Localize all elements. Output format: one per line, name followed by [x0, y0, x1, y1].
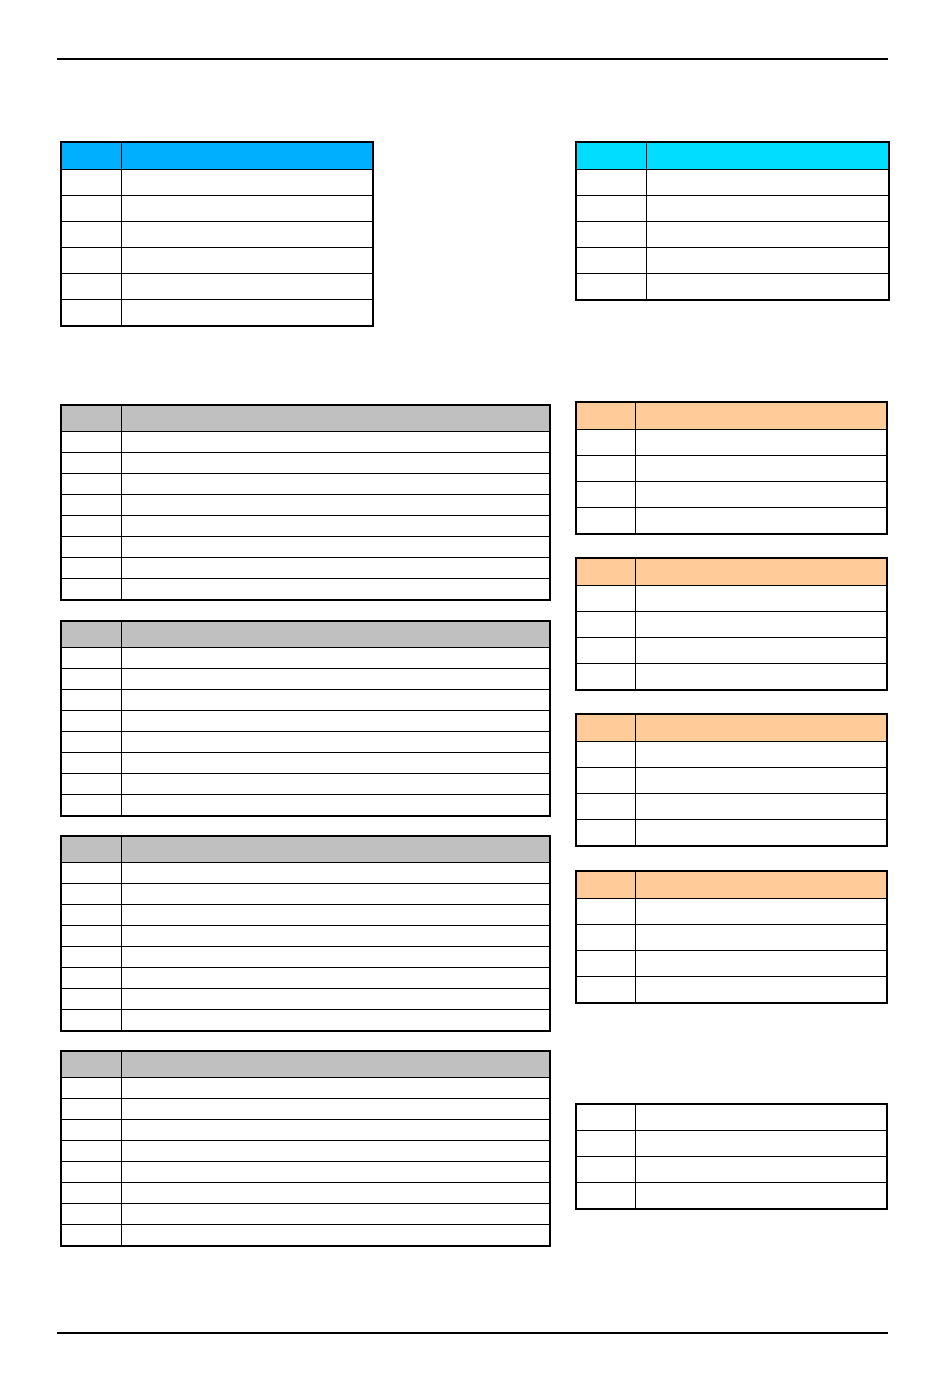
cell-index	[61, 1099, 121, 1120]
cell-index	[576, 274, 646, 301]
cell-content	[121, 170, 373, 196]
table-row	[61, 753, 550, 774]
cell-index	[61, 1162, 121, 1183]
table-row	[576, 664, 887, 691]
cell-index	[61, 1183, 121, 1204]
table-row	[61, 669, 550, 690]
cell-content	[635, 742, 887, 768]
cell-content	[121, 142, 373, 170]
cell-index	[61, 1225, 121, 1247]
cell-index	[576, 664, 635, 691]
cell-index	[61, 300, 121, 327]
cell-index	[576, 794, 635, 820]
cell-content	[121, 1051, 550, 1078]
cell-index	[61, 196, 121, 222]
cell-index	[61, 884, 121, 905]
cell-content	[121, 579, 550, 601]
table-row	[61, 1078, 550, 1099]
table-header-row	[61, 1051, 550, 1078]
cell-content	[635, 1131, 887, 1157]
cell-content	[646, 248, 889, 274]
cell-index	[61, 579, 121, 601]
cell-index	[61, 248, 121, 274]
cell-content	[121, 1078, 550, 1099]
cell-content	[121, 711, 550, 732]
cell-index	[576, 142, 646, 170]
cell-index	[61, 926, 121, 947]
cell-content	[635, 664, 887, 691]
footer-rule	[57, 1332, 888, 1334]
cell-content	[121, 222, 373, 248]
header-rule	[57, 58, 888, 60]
cell-content	[121, 300, 373, 327]
cell-content	[121, 968, 550, 989]
table-row	[61, 1010, 550, 1032]
table-row	[576, 1131, 887, 1157]
table-row	[576, 586, 887, 612]
table-row	[61, 863, 550, 884]
field-table-3	[575, 713, 888, 847]
cell-content	[121, 537, 550, 558]
register-table-4	[60, 1050, 551, 1247]
table-a	[60, 141, 374, 327]
table-row	[61, 1183, 550, 1204]
table-row	[61, 248, 373, 274]
table-row	[576, 820, 887, 847]
table-header-row	[61, 142, 373, 170]
cell-index	[576, 768, 635, 794]
table-header-row	[576, 714, 887, 742]
cell-index	[576, 714, 635, 742]
table-row	[61, 905, 550, 926]
cell-index	[61, 537, 121, 558]
cell-index	[61, 795, 121, 817]
cell-index	[576, 430, 635, 456]
table-row	[576, 1183, 887, 1210]
cell-content	[121, 453, 550, 474]
cell-index	[576, 925, 635, 951]
cell-index	[61, 732, 121, 753]
table-row	[61, 537, 550, 558]
table-row	[61, 1225, 550, 1247]
cell-index	[61, 774, 121, 795]
table-row	[576, 482, 887, 508]
table-row	[61, 1120, 550, 1141]
cell-index	[61, 621, 121, 648]
table-row	[576, 508, 887, 535]
cell-content	[121, 495, 550, 516]
cell-content	[121, 863, 550, 884]
register-table-3	[60, 835, 551, 1032]
table-row	[576, 742, 887, 768]
table-row	[61, 196, 373, 222]
table-header-row	[61, 405, 550, 432]
cell-index	[61, 1078, 121, 1099]
cell-index	[61, 1010, 121, 1032]
table-row	[576, 274, 889, 301]
cell-content	[121, 432, 550, 453]
table-row	[61, 453, 550, 474]
cell-index	[61, 432, 121, 453]
cell-content	[635, 1157, 887, 1183]
cell-index	[61, 516, 121, 537]
cell-index	[576, 1104, 635, 1131]
cell-index	[576, 508, 635, 535]
cell-content	[635, 768, 887, 794]
table-row	[61, 968, 550, 989]
cell-content	[121, 795, 550, 817]
cell-index	[576, 871, 635, 899]
cell-index	[576, 638, 635, 664]
table-row	[61, 732, 550, 753]
cell-content	[121, 1225, 550, 1247]
cell-index	[576, 951, 635, 977]
field-table-2	[575, 557, 888, 691]
cell-content	[121, 405, 550, 432]
table-row	[61, 432, 550, 453]
cell-index	[61, 558, 121, 579]
cell-index	[576, 482, 635, 508]
table-row	[61, 300, 373, 327]
cell-index	[576, 248, 646, 274]
table-row	[576, 794, 887, 820]
table-row	[61, 926, 550, 947]
cell-content	[121, 474, 550, 495]
table-row	[61, 774, 550, 795]
cell-content	[121, 1010, 550, 1032]
cell-index	[61, 453, 121, 474]
cell-index	[61, 274, 121, 300]
table-header-row	[576, 402, 887, 430]
table-header-row	[576, 871, 887, 899]
cell-index	[61, 405, 121, 432]
cell-content	[121, 774, 550, 795]
cell-content	[121, 1162, 550, 1183]
table-row	[61, 690, 550, 711]
table-row	[576, 768, 887, 794]
cell-index	[576, 402, 635, 430]
cell-content	[635, 714, 887, 742]
cell-content	[121, 1120, 550, 1141]
table-row	[576, 248, 889, 274]
cell-index	[576, 899, 635, 925]
cell-content	[121, 274, 373, 300]
table-row	[61, 516, 550, 537]
cell-content	[635, 586, 887, 612]
table-row	[576, 899, 887, 925]
table-row	[61, 1141, 550, 1162]
cell-index	[61, 648, 121, 669]
table-row	[576, 196, 889, 222]
cell-content	[635, 1104, 887, 1131]
cell-content	[121, 732, 550, 753]
table-row	[61, 947, 550, 968]
cell-content	[121, 516, 550, 537]
table-row	[576, 456, 887, 482]
table-row	[576, 951, 887, 977]
table-row	[61, 1162, 550, 1183]
cell-content	[635, 612, 887, 638]
table-row	[576, 925, 887, 951]
cell-content	[121, 669, 550, 690]
table-row	[576, 170, 889, 196]
cell-content	[635, 558, 887, 586]
cell-content	[121, 753, 550, 774]
register-table-2	[60, 620, 551, 817]
cell-content	[121, 1099, 550, 1120]
table-row	[576, 1104, 887, 1131]
cell-content	[635, 1183, 887, 1210]
table-row	[61, 1099, 550, 1120]
table-row	[61, 989, 550, 1010]
table-row	[576, 430, 887, 456]
cell-index	[61, 170, 121, 196]
cell-index	[61, 1141, 121, 1162]
cell-content	[635, 456, 887, 482]
table-b	[575, 141, 890, 301]
cell-content	[635, 794, 887, 820]
cell-index	[61, 711, 121, 732]
cell-content	[635, 482, 887, 508]
cell-content	[121, 905, 550, 926]
cell-content	[121, 836, 550, 863]
field-table-1	[575, 401, 888, 535]
cell-index	[576, 1157, 635, 1183]
cell-content	[121, 196, 373, 222]
cell-index	[576, 558, 635, 586]
cell-content	[121, 989, 550, 1010]
cell-index	[61, 968, 121, 989]
cell-content	[121, 558, 550, 579]
cell-index	[61, 753, 121, 774]
cell-index	[61, 836, 121, 863]
cell-index	[576, 222, 646, 248]
cell-content	[121, 926, 550, 947]
table-row	[61, 795, 550, 817]
table-row	[61, 1204, 550, 1225]
table-row	[61, 495, 550, 516]
cell-content	[635, 820, 887, 847]
cell-content	[121, 1204, 550, 1225]
cell-index	[61, 989, 121, 1010]
table-row	[576, 1157, 887, 1183]
field-table-4	[575, 870, 888, 1004]
cell-index	[61, 1120, 121, 1141]
table-row	[61, 579, 550, 601]
table-row	[576, 222, 889, 248]
plain-table	[575, 1103, 888, 1210]
table-row	[61, 170, 373, 196]
cell-content	[635, 871, 887, 899]
cell-index	[61, 947, 121, 968]
cell-content	[635, 402, 887, 430]
cell-index	[576, 1131, 635, 1157]
cell-index	[61, 474, 121, 495]
cell-index	[61, 905, 121, 926]
cell-index	[61, 495, 121, 516]
cell-content	[121, 621, 550, 648]
cell-content	[646, 222, 889, 248]
cell-index	[61, 690, 121, 711]
cell-content	[121, 1183, 550, 1204]
cell-index	[576, 742, 635, 768]
cell-index	[61, 863, 121, 884]
cell-content	[121, 648, 550, 669]
cell-content	[635, 430, 887, 456]
table-row	[61, 222, 373, 248]
cell-index	[576, 196, 646, 222]
cell-content	[635, 977, 887, 1004]
table-row	[61, 711, 550, 732]
cell-content	[121, 248, 373, 274]
cell-content	[121, 947, 550, 968]
cell-content	[121, 690, 550, 711]
cell-content	[635, 951, 887, 977]
cell-content	[635, 899, 887, 925]
register-table-1	[60, 404, 551, 601]
cell-index	[576, 820, 635, 847]
cell-content	[635, 925, 887, 951]
cell-index	[576, 612, 635, 638]
cell-index	[576, 170, 646, 196]
table-row	[61, 274, 373, 300]
table-header-row	[61, 836, 550, 863]
cell-index	[576, 977, 635, 1004]
cell-content	[635, 508, 887, 535]
cell-content	[646, 170, 889, 196]
cell-content	[121, 884, 550, 905]
table-row	[576, 638, 887, 664]
table-row	[61, 648, 550, 669]
table-row	[61, 474, 550, 495]
cell-index	[61, 1051, 121, 1078]
cell-content	[646, 142, 889, 170]
cell-content	[646, 196, 889, 222]
table-header-row	[61, 621, 550, 648]
cell-index	[576, 456, 635, 482]
cell-index	[576, 586, 635, 612]
table-row	[61, 884, 550, 905]
table-row	[576, 612, 887, 638]
cell-content	[121, 1141, 550, 1162]
table-header-row	[576, 142, 889, 170]
table-header-row	[576, 558, 887, 586]
cell-index	[61, 669, 121, 690]
cell-content	[646, 274, 889, 301]
table-row	[61, 558, 550, 579]
cell-index	[61, 142, 121, 170]
table-row	[576, 977, 887, 1004]
cell-index	[61, 222, 121, 248]
cell-index	[576, 1183, 635, 1210]
cell-content	[635, 638, 887, 664]
cell-index	[61, 1204, 121, 1225]
